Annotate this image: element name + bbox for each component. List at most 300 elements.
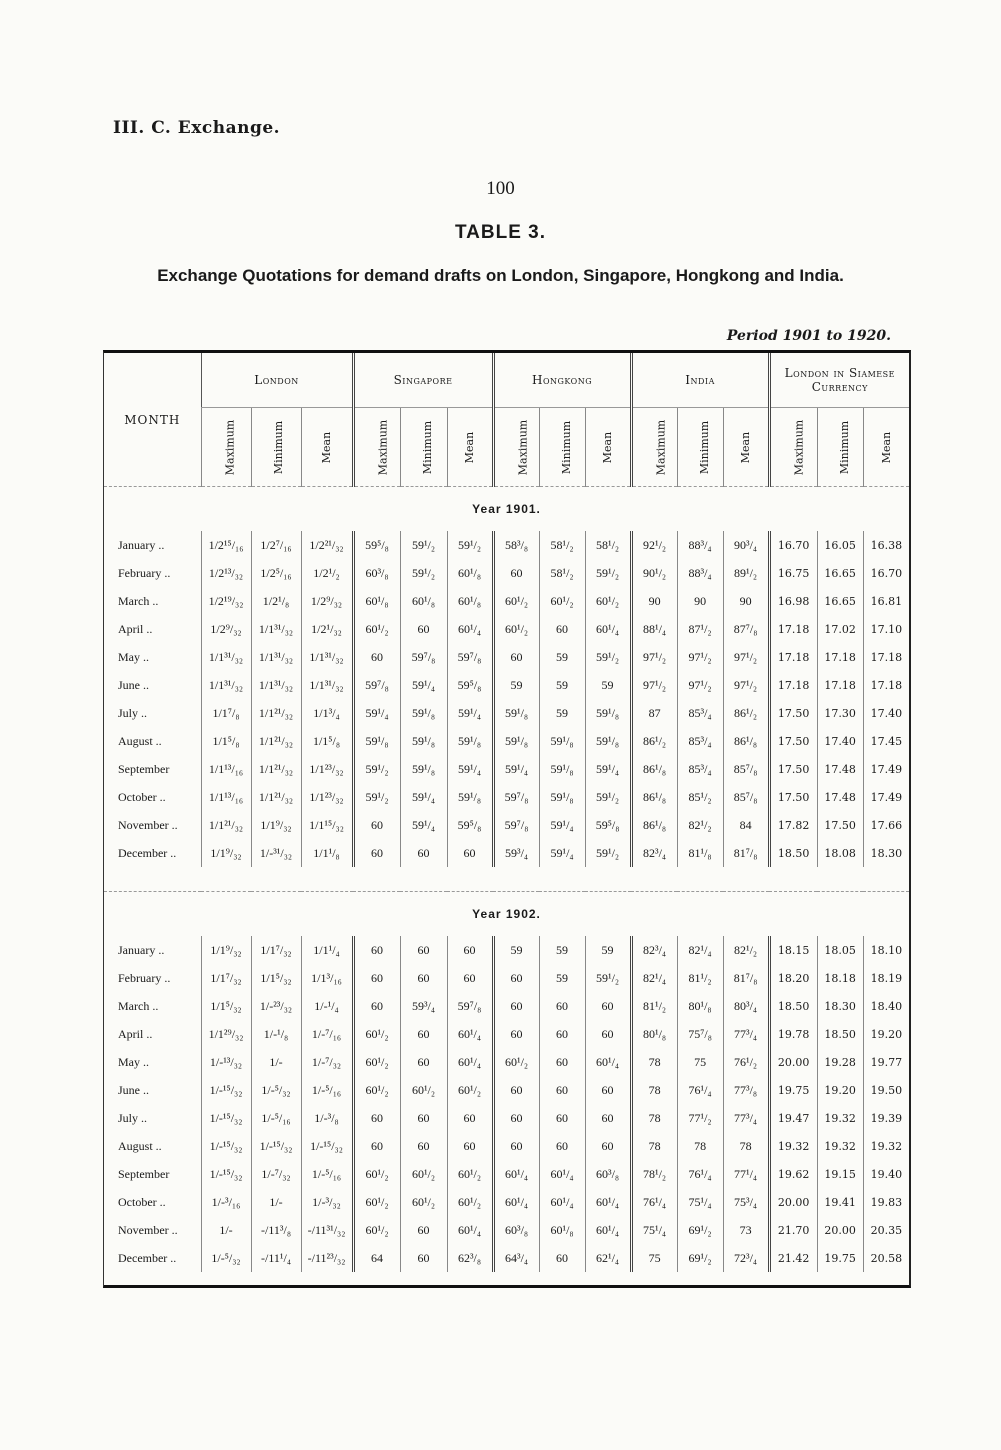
- value-cell: 19.78: [769, 1020, 817, 1048]
- value-cell: 20.00: [769, 1048, 817, 1076]
- value-cell: 60: [400, 615, 447, 643]
- subheader-label: Mean: [739, 431, 753, 464]
- value-cell: 1/2¹/₃₂: [301, 615, 353, 643]
- value-cell: 19.15: [817, 1160, 863, 1188]
- month-cell: June ..: [118, 1082, 149, 1097]
- year-row: [104, 487, 909, 532]
- value-cell: 1/1⁹/₃₂: [251, 811, 301, 839]
- month-cell: August ..: [118, 1138, 162, 1153]
- value-cell: 60¹/₂: [585, 587, 631, 615]
- table-row: [104, 1076, 909, 1104]
- value-cell: 78: [677, 1132, 723, 1160]
- value-cell: 82³/₄: [631, 839, 677, 867]
- value-cell: 69¹/₂: [677, 1244, 723, 1272]
- value-cell: 60: [353, 1132, 400, 1160]
- table-row: [104, 1160, 909, 1188]
- value-cell: 60¹/₄: [447, 1216, 493, 1244]
- value-cell: 17.50: [769, 699, 817, 727]
- subheader-london-mean: [301, 408, 353, 487]
- header-row-groups: [104, 353, 909, 408]
- value-cell: 16.70: [769, 531, 817, 559]
- table-row: [104, 587, 909, 615]
- value-cell: 59¹/₄: [400, 671, 447, 699]
- value-cell: 1/1³¹/₃₂: [301, 643, 353, 671]
- value-cell: 20.00: [769, 1188, 817, 1216]
- table-row: [104, 531, 909, 559]
- value-cell: 60: [447, 936, 493, 964]
- value-cell: 19.20: [863, 1020, 909, 1048]
- value-cell: 85³/₄: [677, 699, 723, 727]
- value-cell: 59⁷/₈: [493, 811, 539, 839]
- value-cell: 59⁷/₈: [400, 643, 447, 671]
- value-cell: 59⁵/₈: [585, 811, 631, 839]
- value-cell: 89¹/₂: [723, 559, 769, 587]
- value-cell: 75³/₄: [723, 1188, 769, 1216]
- value-cell: 59¹/₄: [447, 755, 493, 783]
- value-cell: 1/1²³/₃₂: [301, 783, 353, 811]
- year-row: [104, 892, 909, 937]
- value-cell: 78: [723, 1132, 769, 1160]
- value-cell: 86¹/₈: [723, 727, 769, 755]
- value-cell: 59¹/₈: [400, 699, 447, 727]
- section-heading: III. C. Exchange.: [113, 118, 281, 138]
- value-cell: 19.62: [769, 1160, 817, 1188]
- value-cell: 21.70: [769, 1216, 817, 1244]
- value-cell: 82¹/₂: [677, 811, 723, 839]
- value-cell: 58¹/₂: [539, 531, 585, 559]
- table-row: [104, 1104, 909, 1132]
- value-cell: 1/1¹⁵/₃₂: [301, 811, 353, 839]
- month-cell: November ..: [118, 1222, 178, 1237]
- value-cell: 60¹/₄: [447, 615, 493, 643]
- value-cell: 97¹/₂: [677, 671, 723, 699]
- group-header-hongkong: Hongkong: [493, 353, 631, 408]
- value-cell: 1/1⁹/₃₂: [201, 936, 251, 964]
- month-cell: February ..: [118, 565, 171, 580]
- value-cell: 1/-¹⁵/₃₂: [251, 1132, 301, 1160]
- value-cell: 17.18: [769, 643, 817, 671]
- value-cell: 1/-²³/₃₂: [251, 992, 301, 1020]
- value-cell: 59¹/₄: [447, 699, 493, 727]
- value-cell: 59⁷/₈: [493, 783, 539, 811]
- value-cell: 60¹/₄: [493, 1160, 539, 1188]
- value-cell: 60¹/₄: [585, 1188, 631, 1216]
- value-cell: 1/-¹⁵/₃₂: [201, 1076, 251, 1104]
- value-cell: 59¹/₈: [539, 755, 585, 783]
- value-cell: 60: [493, 1132, 539, 1160]
- value-cell: 60¹/₄: [493, 1188, 539, 1216]
- value-cell: 59¹/₄: [539, 839, 585, 867]
- value-cell: 87: [631, 699, 677, 727]
- value-cell: 59: [539, 699, 585, 727]
- value-cell: 60: [585, 992, 631, 1020]
- value-cell: 20.35: [863, 1216, 909, 1244]
- value-cell: 85⁷/₈: [723, 755, 769, 783]
- value-cell: 16.38: [863, 531, 909, 559]
- table-row: [104, 671, 909, 699]
- value-cell: 19.40: [863, 1160, 909, 1188]
- value-cell: 60: [353, 1104, 400, 1132]
- value-cell: 1/2¹³/₃₂: [201, 559, 251, 587]
- value-cell: 60¹/₂: [353, 1160, 400, 1188]
- value-cell: 69¹/₂: [677, 1216, 723, 1244]
- value-cell: 60¹/₈: [400, 587, 447, 615]
- value-cell: 90¹/₂: [631, 559, 677, 587]
- value-cell: 80¹/₈: [631, 1020, 677, 1048]
- value-cell: 60: [585, 1020, 631, 1048]
- subheader-india-minimum: [677, 408, 723, 487]
- value-cell: 17.49: [863, 783, 909, 811]
- month-cell: July ..: [118, 705, 148, 720]
- value-cell: 18.50: [769, 839, 817, 867]
- value-cell: 75⁷/₈: [677, 1020, 723, 1048]
- table-row: [104, 559, 909, 587]
- value-cell: 60¹/₂: [400, 1188, 447, 1216]
- subheader-label: Minimum: [420, 420, 434, 475]
- value-cell: 1/1⁷/₃₂: [201, 964, 251, 992]
- value-cell: 60³/₈: [493, 1216, 539, 1244]
- value-cell: 97¹/₂: [677, 643, 723, 671]
- value-cell: 60¹/₈: [447, 587, 493, 615]
- value-cell: 60: [493, 1020, 539, 1048]
- year-label: Year 1901.: [104, 487, 909, 532]
- value-cell: 85⁷/₈: [723, 783, 769, 811]
- value-cell: 1/2²¹/₃₂: [301, 531, 353, 559]
- table-row: [104, 615, 909, 643]
- table-row: [104, 936, 909, 964]
- value-cell: 60: [493, 1104, 539, 1132]
- value-cell: 19.50: [863, 1076, 909, 1104]
- group-header-singapore: Singapore: [353, 353, 493, 408]
- value-cell: 80¹/₈: [677, 992, 723, 1020]
- value-cell: 90³/₄: [723, 531, 769, 559]
- group-header-london: London: [201, 353, 353, 408]
- value-cell: 60¹/₂: [353, 615, 400, 643]
- value-cell: 1/1²¹/₃₂: [251, 755, 301, 783]
- value-cell: 1/-⁵/₁₆: [301, 1160, 353, 1188]
- value-cell: 59⁵/₈: [353, 531, 400, 559]
- value-cell: 84: [723, 811, 769, 839]
- value-cell: 60: [539, 615, 585, 643]
- value-cell: 60: [400, 1216, 447, 1244]
- value-cell: -/11¹/₄: [251, 1244, 301, 1272]
- value-cell: 75: [677, 1048, 723, 1076]
- value-cell: 17.50: [769, 755, 817, 783]
- table-row: [104, 1132, 909, 1160]
- value-cell: 21.42: [769, 1244, 817, 1272]
- value-cell: 58¹/₂: [539, 559, 585, 587]
- value-cell: 60³/₈: [353, 559, 400, 587]
- value-cell: 60: [493, 643, 539, 671]
- value-cell: 59¹/₄: [400, 783, 447, 811]
- value-cell: 86¹/₈: [631, 755, 677, 783]
- value-cell: 59³/₄: [493, 839, 539, 867]
- exchange-table: [104, 353, 909, 1272]
- value-cell: 59¹/₂: [585, 839, 631, 867]
- value-cell: 17.82: [769, 811, 817, 839]
- subheader-hongkong-minimum: [539, 408, 585, 487]
- value-cell: 88¹/₄: [631, 615, 677, 643]
- table-row: [104, 811, 909, 839]
- value-cell: 1/-³¹/₃₂: [251, 839, 301, 867]
- value-cell: 19.75: [817, 1244, 863, 1272]
- subheader-hongkong-maximum: [493, 408, 539, 487]
- value-cell: 19.47: [769, 1104, 817, 1132]
- value-cell: 58³/₈: [493, 531, 539, 559]
- value-cell: 1/1³/₄: [301, 699, 353, 727]
- value-cell: 59¹/₂: [585, 559, 631, 587]
- value-cell: 59¹/₈: [539, 783, 585, 811]
- value-cell: 18.40: [863, 992, 909, 1020]
- value-cell: 1/2¹/₂: [301, 559, 353, 587]
- table-row: [104, 1020, 909, 1048]
- value-cell: 59¹/₈: [585, 727, 631, 755]
- value-cell: 60¹/₂: [400, 1160, 447, 1188]
- value-cell: 81⁷/₈: [723, 964, 769, 992]
- value-cell: 17.18: [863, 643, 909, 671]
- value-cell: 60: [539, 1076, 585, 1104]
- month-cell: April ..: [118, 1026, 153, 1041]
- value-cell: 17.40: [817, 727, 863, 755]
- value-cell: 18.20: [769, 964, 817, 992]
- value-cell: 60: [400, 1104, 447, 1132]
- value-cell: 85³/₄: [677, 755, 723, 783]
- value-cell: 1/1²³/₃₂: [301, 755, 353, 783]
- header-row-subcolumns: [104, 408, 909, 487]
- value-cell: 60¹/₂: [447, 1160, 493, 1188]
- value-cell: 1/1²¹/₃₂: [251, 699, 301, 727]
- month-cell: September: [118, 761, 170, 776]
- value-cell: 19.39: [863, 1104, 909, 1132]
- value-cell: 16.65: [817, 587, 863, 615]
- value-cell: 19.77: [863, 1048, 909, 1076]
- value-cell: 1/1⁷/₃₂: [251, 936, 301, 964]
- value-cell: 82¹/₄: [631, 964, 677, 992]
- month-cell: October ..: [118, 789, 166, 804]
- value-cell: 60¹/₄: [539, 1160, 585, 1188]
- table-row: [104, 1188, 909, 1216]
- value-cell: 19.32: [817, 1132, 863, 1160]
- value-cell: 62³/₈: [447, 1244, 493, 1272]
- value-cell: 60: [353, 992, 400, 1020]
- value-cell: 90: [677, 587, 723, 615]
- value-cell: 76¹/₄: [677, 1076, 723, 1104]
- value-cell: 59¹/₂: [400, 559, 447, 587]
- value-cell: 20.00: [817, 1216, 863, 1244]
- value-cell: 60: [447, 1104, 493, 1132]
- value-cell: 1/1³¹/₃₂: [301, 671, 353, 699]
- subheader-singapore-mean: [447, 408, 493, 487]
- value-cell: 20.58: [863, 1244, 909, 1272]
- value-cell: 60: [447, 839, 493, 867]
- subheader-label: Maximum: [222, 419, 236, 476]
- group-header-india: India: [631, 353, 769, 408]
- value-cell: 19.75: [769, 1076, 817, 1104]
- value-cell: 1/1¹/₄: [301, 936, 353, 964]
- month-cell: December ..: [118, 1250, 177, 1265]
- value-cell: 97¹/₂: [631, 671, 677, 699]
- value-cell: 60: [539, 1048, 585, 1076]
- value-cell: 81¹/₂: [631, 992, 677, 1020]
- value-cell: 81¹/₂: [677, 964, 723, 992]
- value-cell: 78: [631, 1132, 677, 1160]
- value-cell: 60: [539, 1104, 585, 1132]
- spacer-cell: [104, 867, 909, 892]
- page-number: 100: [486, 178, 515, 199]
- value-cell: 60: [539, 1132, 585, 1160]
- value-cell: 77¹/₄: [723, 1160, 769, 1188]
- value-cell: 1/2⁹/₃₂: [201, 615, 251, 643]
- value-cell: 1/-¹⁵/₃₂: [301, 1132, 353, 1160]
- value-cell: 1/1⁵/₃₂: [201, 992, 251, 1020]
- value-cell: 1/-¹/₄: [301, 992, 353, 1020]
- value-cell: 18.10: [863, 936, 909, 964]
- value-cell: 19.28: [817, 1048, 863, 1076]
- value-cell: 81⁷/₈: [723, 839, 769, 867]
- value-cell: 60¹/₂: [353, 1048, 400, 1076]
- value-cell: 87⁷/₈: [723, 615, 769, 643]
- value-cell: 59¹/₂: [353, 755, 400, 783]
- value-cell: 86¹/₂: [723, 699, 769, 727]
- value-cell: 59⁵/₈: [447, 811, 493, 839]
- subheader-london-maximum: [201, 408, 251, 487]
- value-cell: 17.50: [769, 727, 817, 755]
- value-cell: 60: [539, 1020, 585, 1048]
- value-cell: 85¹/₂: [677, 783, 723, 811]
- value-cell: 59¹/₈: [585, 699, 631, 727]
- subheader-label: Minimum: [271, 420, 285, 475]
- value-cell: 77³/₄: [723, 1104, 769, 1132]
- value-cell: 60: [400, 1132, 447, 1160]
- value-cell: 60: [493, 964, 539, 992]
- value-cell: 1/1³/₁₆: [301, 964, 353, 992]
- value-cell: 16.75: [769, 559, 817, 587]
- value-cell: 16.70: [863, 559, 909, 587]
- value-cell: 1/1⁵/₈: [301, 727, 353, 755]
- value-cell: 1/-¹³/₃₂: [201, 1048, 251, 1076]
- value-cell: 78¹/₂: [631, 1160, 677, 1188]
- value-cell: 59¹/₄: [539, 811, 585, 839]
- spacer-row: [104, 867, 909, 892]
- subheader-label: Mean: [463, 431, 477, 464]
- month-cell: March ..: [118, 998, 159, 1013]
- value-cell: 59¹/₈: [493, 699, 539, 727]
- value-cell: 60: [353, 811, 400, 839]
- value-cell: 59¹/₂: [585, 783, 631, 811]
- subheader-siamese-maximum: [769, 408, 817, 487]
- value-cell: 88³/₄: [677, 559, 723, 587]
- value-cell: 18.50: [769, 992, 817, 1020]
- value-cell: 64³/₄: [493, 1244, 539, 1272]
- value-cell: 60: [585, 1076, 631, 1104]
- value-cell: 60¹/₄: [585, 1048, 631, 1076]
- value-cell: 1/-⁵/₁₆: [301, 1076, 353, 1104]
- table-row: [104, 699, 909, 727]
- value-cell: 60¹/₂: [447, 1076, 493, 1104]
- value-cell: 16.98: [769, 587, 817, 615]
- value-cell: 76¹/₄: [631, 1188, 677, 1216]
- value-cell: 60: [447, 964, 493, 992]
- value-cell: 73: [723, 1216, 769, 1244]
- value-cell: 1/2¹/₈: [251, 587, 301, 615]
- subheader-label: Mean: [879, 431, 893, 464]
- value-cell: 1/1⁵/₃₂: [251, 964, 301, 992]
- subheader-label: Minimum: [837, 420, 851, 475]
- value-cell: 18.08: [817, 839, 863, 867]
- value-cell: 75¹/₄: [677, 1188, 723, 1216]
- value-cell: 16.05: [817, 531, 863, 559]
- value-cell: 60: [353, 936, 400, 964]
- value-cell: 97¹/₂: [723, 671, 769, 699]
- value-cell: 16.65: [817, 559, 863, 587]
- subheader-siamese-mean: [863, 408, 909, 487]
- value-cell: 60³/₈: [585, 1160, 631, 1188]
- month-cell: June ..: [118, 677, 149, 692]
- value-cell: 60¹/₂: [353, 1076, 400, 1104]
- value-cell: 59⁷/₈: [353, 671, 400, 699]
- value-cell: 1/2⁹/₃₂: [301, 587, 353, 615]
- value-cell: 77³/₄: [723, 1020, 769, 1048]
- value-cell: 1/1¹³/₁₆: [201, 783, 251, 811]
- value-cell: 17.18: [817, 671, 863, 699]
- value-cell: 60: [539, 1244, 585, 1272]
- value-cell: 60: [353, 643, 400, 671]
- month-cell: May ..: [118, 1054, 149, 1069]
- value-cell: 60: [585, 1104, 631, 1132]
- value-cell: 59¹/₈: [400, 727, 447, 755]
- value-cell: 1/-¹⁵/₃₂: [201, 1132, 251, 1160]
- value-cell: 1/1³¹/₃₂: [251, 671, 301, 699]
- value-cell: 17.18: [769, 671, 817, 699]
- value-cell: 78: [631, 1076, 677, 1104]
- value-cell: 64: [353, 1244, 400, 1272]
- value-cell: 60¹/₈: [353, 587, 400, 615]
- value-cell: 77³/₈: [723, 1076, 769, 1104]
- value-cell: 81¹/₈: [677, 839, 723, 867]
- value-cell: 1/1¹/₈: [301, 839, 353, 867]
- exchange-table-frame: [103, 350, 911, 1288]
- value-cell: 17.49: [863, 755, 909, 783]
- value-cell: 1/2¹⁵/₁₆: [201, 531, 251, 559]
- subheader-label: Minimum: [697, 420, 711, 475]
- value-cell: 60¹/₈: [539, 1216, 585, 1244]
- month-cell: November ..: [118, 817, 178, 832]
- month-cell: May ..: [118, 649, 149, 664]
- value-cell: 1/2⁵/₁₆: [251, 559, 301, 587]
- subheader-singapore-minimum: [400, 408, 447, 487]
- value-cell: 60¹/₂: [493, 615, 539, 643]
- value-cell: 16.81: [863, 587, 909, 615]
- value-cell: 60: [400, 839, 447, 867]
- value-cell: 59¹/₂: [400, 531, 447, 559]
- value-cell: 60¹/₂: [353, 1020, 400, 1048]
- value-cell: 59: [539, 964, 585, 992]
- table-subtitle: Exchange Quotations for demand drafts on London, Singapore, Hongkong and India.: [157, 266, 844, 285]
- value-cell: 17.30: [817, 699, 863, 727]
- value-cell: 62¹/₄: [585, 1244, 631, 1272]
- value-cell: 60: [585, 1132, 631, 1160]
- value-cell: 18.50: [817, 1020, 863, 1048]
- value-cell: 60¹/₄: [447, 1048, 493, 1076]
- value-cell: 1/1³¹/₃₂: [251, 615, 301, 643]
- value-cell: 59¹/₈: [353, 727, 400, 755]
- value-cell: 60: [400, 964, 447, 992]
- value-cell: 1/1³¹/₃₂: [201, 643, 251, 671]
- value-cell: 60: [353, 839, 400, 867]
- value-cell: 59: [539, 671, 585, 699]
- value-cell: 59: [539, 936, 585, 964]
- value-cell: 59¹/₈: [447, 727, 493, 755]
